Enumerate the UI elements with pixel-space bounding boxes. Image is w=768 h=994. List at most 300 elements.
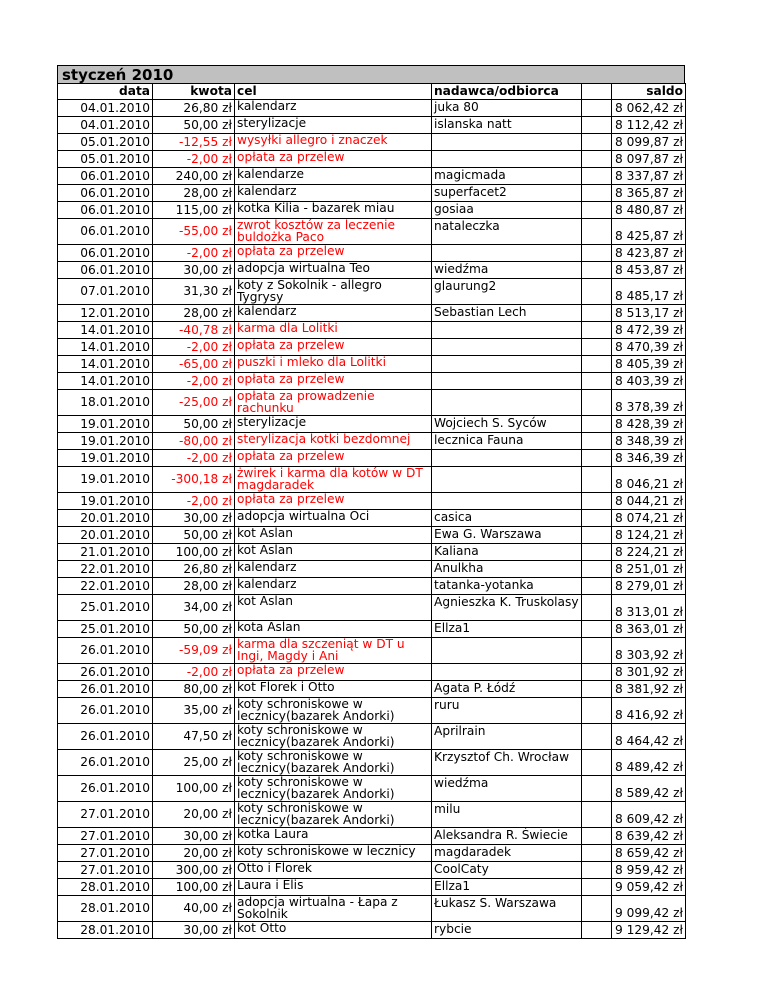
table-row <box>58 493 686 510</box>
cell-sender: magdaradek <box>432 845 582 862</box>
cell-balance: 8 589,42 zł <box>612 776 686 802</box>
cell-gap <box>582 544 612 561</box>
cell-sender: Agnieszka K. Truskolasy <box>432 595 582 621</box>
cell-balance: 8 659,42 zł <box>612 845 686 862</box>
cell-amount: -300,18 zł <box>153 467 235 493</box>
cell-sender: milu <box>432 802 582 828</box>
cell-date: 26.01.2010 <box>58 681 153 698</box>
cell-sender: juka 80 <box>432 100 582 117</box>
cell-amount: 47,50 zł <box>153 724 235 750</box>
cell-amount: -2,00 zł <box>153 450 235 467</box>
cell-gap <box>582 134 612 151</box>
table-row <box>58 339 686 356</box>
cell-amount: -80,00 zł <box>153 433 235 450</box>
cell-sender: lecznica Fauna <box>432 433 582 450</box>
cell-purpose: koty z Sokolnik - allegro Tygrysy <box>235 279 432 305</box>
cell-sender <box>432 493 582 510</box>
cell-sender <box>432 467 582 493</box>
table-row <box>58 356 686 373</box>
cell-date: 21.01.2010 <box>58 544 153 561</box>
cell-amount: 50,00 zł <box>153 416 235 433</box>
cell-balance: 8 301,92 zł <box>612 664 686 681</box>
cell-amount: 25,00 zł <box>153 750 235 776</box>
cell-date: 19.01.2010 <box>58 493 153 510</box>
cell-gap <box>582 433 612 450</box>
table-row <box>58 373 686 390</box>
cell-balance: 9 099,42 zł <box>612 896 686 922</box>
cell-purpose: puszki i mleko dla Lolitki <box>235 356 432 373</box>
cell-gap <box>582 638 612 664</box>
cell-gap <box>582 879 612 896</box>
cell-sender: Łukasz S. Warszawa <box>432 896 582 922</box>
cell-gap <box>582 698 612 724</box>
cell-purpose: karma dla szczeniąt w DT u Ingi, Magdy i Ani <box>235 638 432 664</box>
cell-date: 27.01.2010 <box>58 802 153 828</box>
cell-balance: 8 416,92 zł <box>612 698 686 724</box>
cell-gap <box>582 561 612 578</box>
cell-purpose: opłata za przelew <box>235 493 432 510</box>
table-row <box>58 279 686 305</box>
cell-balance: 8 405,39 zł <box>612 356 686 373</box>
cell-purpose: opłata za przelew <box>235 450 432 467</box>
cell-gap <box>582 339 612 356</box>
cell-purpose: Otto i Florek <box>235 862 432 879</box>
cell-amount: 80,00 zł <box>153 681 235 698</box>
cell-amount: 30,00 zł <box>153 262 235 279</box>
table-row <box>58 638 686 664</box>
cell-amount: 30,00 zł <box>153 828 235 845</box>
cell-amount: 50,00 zł <box>153 527 235 544</box>
cell-gap <box>582 185 612 202</box>
cell-date: 28.01.2010 <box>58 879 153 896</box>
table-row <box>58 510 686 527</box>
cell-date: 19.01.2010 <box>58 467 153 493</box>
cell-sender: rybcie <box>432 922 582 939</box>
cell-amount: 50,00 zł <box>153 621 235 638</box>
table-row <box>58 879 686 896</box>
cell-gap <box>582 305 612 322</box>
table-row <box>58 305 686 322</box>
cell-date: 04.01.2010 <box>58 117 153 134</box>
cell-purpose: koty schroniskowe w lecznicy(bazarek Andorki) <box>235 724 432 750</box>
cell-purpose: kalendarz <box>235 305 432 322</box>
cell-amount: -40,78 zł <box>153 322 235 339</box>
cell-amount: 28,00 zł <box>153 305 235 322</box>
table-row <box>58 828 686 845</box>
cell-balance: 9 129,42 zł <box>612 922 686 939</box>
cell-purpose: kot Aslan <box>235 544 432 561</box>
cell-balance: 8 403,39 zł <box>612 373 686 390</box>
cell-gap <box>582 450 612 467</box>
cell-sender <box>432 638 582 664</box>
cell-purpose: kot Aslan <box>235 595 432 621</box>
cell-balance: 8 464,42 zł <box>612 724 686 750</box>
table-row <box>58 134 686 151</box>
cell-purpose: adopcja wirtualna Oci <box>235 510 432 527</box>
cell-amount: 115,00 zł <box>153 202 235 219</box>
cell-purpose: koty schroniskowe w lecznicy <box>235 845 432 862</box>
cell-date: 14.01.2010 <box>58 356 153 373</box>
cell-date: 26.01.2010 <box>58 638 153 664</box>
cell-amount: -59,09 zł <box>153 638 235 664</box>
cell-gap <box>582 279 612 305</box>
cell-sender: glaurung2 <box>432 279 582 305</box>
cell-purpose: kalendarze <box>235 168 432 185</box>
cell-gap <box>582 322 612 339</box>
table-row <box>58 578 686 595</box>
cell-gap <box>582 896 612 922</box>
cell-balance: 8 472,39 zł <box>612 322 686 339</box>
cell-sender: Ellza1 <box>432 879 582 896</box>
cell-purpose: karma dla Lolitki <box>235 322 432 339</box>
cell-gap <box>582 664 612 681</box>
cell-purpose: wysyłki allegro i znaczek <box>235 134 432 151</box>
cell-gap <box>582 493 612 510</box>
cell-gap <box>582 219 612 245</box>
table-row <box>58 802 686 828</box>
header-row <box>58 84 686 100</box>
cell-purpose: opłata za prowadzenie rachunku <box>235 390 432 416</box>
cell-date: 04.01.2010 <box>58 100 153 117</box>
cell-amount: -2,00 zł <box>153 493 235 510</box>
header-data: data <box>58 84 153 100</box>
cell-date: 22.01.2010 <box>58 578 153 595</box>
table-row <box>58 322 686 339</box>
cell-date: 14.01.2010 <box>58 339 153 356</box>
cell-sender: Anulkha <box>432 561 582 578</box>
cell-sender <box>432 373 582 390</box>
cell-amount: -25,00 zł <box>153 390 235 416</box>
cell-balance: 8 062,42 zł <box>612 100 686 117</box>
cell-amount: 28,00 zł <box>153 185 235 202</box>
table-row <box>58 390 686 416</box>
cell-amount: 30,00 zł <box>153 922 235 939</box>
cell-sender: Ewa G. Warszawa <box>432 527 582 544</box>
cell-purpose: żwirek i karma dla kotów w DT magdaradek <box>235 467 432 493</box>
table-row <box>58 416 686 433</box>
cell-sender: Wojciech S. Syców <box>432 416 582 433</box>
cell-purpose: opłata za przelew <box>235 373 432 390</box>
cell-balance: 8 044,21 zł <box>612 493 686 510</box>
cell-balance: 8 313,01 zł <box>612 595 686 621</box>
cell-sender: islanska natt <box>432 117 582 134</box>
table-row <box>58 117 686 134</box>
cell-gap <box>582 262 612 279</box>
cell-gap <box>582 681 612 698</box>
cell-purpose: kotka Kilia - bazarek miau <box>235 202 432 219</box>
cell-sender: Agata P. Łódź <box>432 681 582 698</box>
cell-date: 26.01.2010 <box>58 664 153 681</box>
cell-sender: nataleczka <box>432 219 582 245</box>
cell-sender: wiedźma <box>432 262 582 279</box>
cell-gap <box>582 724 612 750</box>
cell-gap <box>582 845 612 862</box>
cell-date: 20.01.2010 <box>58 510 153 527</box>
table-row <box>58 544 686 561</box>
cell-date: 19.01.2010 <box>58 416 153 433</box>
cell-balance: 8 453,87 zł <box>612 262 686 279</box>
cell-amount: 100,00 zł <box>153 879 235 896</box>
table-row <box>58 100 686 117</box>
cell-purpose: adopcja wirtualna - Łapa z Sokolnik <box>235 896 432 922</box>
cell-date: 27.01.2010 <box>58 828 153 845</box>
cell-amount: 300,00 zł <box>153 862 235 879</box>
cell-date: 27.01.2010 <box>58 845 153 862</box>
cell-purpose: kalendarz <box>235 100 432 117</box>
header-cel: cel <box>235 84 432 100</box>
cell-balance: 8 348,39 zł <box>612 433 686 450</box>
cell-balance: 8 363,01 zł <box>612 621 686 638</box>
cell-date: 28.01.2010 <box>58 922 153 939</box>
cell-purpose: kotka Laura <box>235 828 432 845</box>
table-row <box>58 724 686 750</box>
cell-date: 26.01.2010 <box>58 750 153 776</box>
cell-amount: -2,00 zł <box>153 339 235 356</box>
cell-date: 19.01.2010 <box>58 433 153 450</box>
cell-sender: tatanka-yotanka <box>432 578 582 595</box>
cell-gap <box>582 922 612 939</box>
cell-date: 25.01.2010 <box>58 595 153 621</box>
cell-purpose: opłata za przelew <box>235 151 432 168</box>
cell-balance: 8 365,87 zł <box>612 185 686 202</box>
cell-gap <box>582 828 612 845</box>
table-row <box>58 561 686 578</box>
cell-date: 18.01.2010 <box>58 390 153 416</box>
cell-amount: 40,00 zł <box>153 896 235 922</box>
cell-date: 05.01.2010 <box>58 151 153 168</box>
cell-date: 07.01.2010 <box>58 279 153 305</box>
cell-sender: Sebastian Lech <box>432 305 582 322</box>
table-row <box>58 185 686 202</box>
cell-gap <box>582 151 612 168</box>
table-row <box>58 467 686 493</box>
cell-purpose: kot Florek i Otto <box>235 681 432 698</box>
cell-sender: Aprilrain <box>432 724 582 750</box>
cell-purpose: kalendarz <box>235 578 432 595</box>
cell-balance: 8 513,17 zł <box>612 305 686 322</box>
cell-date: 27.01.2010 <box>58 862 153 879</box>
cell-balance: 8 425,87 zł <box>612 219 686 245</box>
table-row <box>58 219 686 245</box>
cell-amount: 30,00 zł <box>153 510 235 527</box>
table-row <box>58 245 686 262</box>
cell-sender <box>432 322 582 339</box>
cell-gap <box>582 510 612 527</box>
cell-amount: -2,00 zł <box>153 151 235 168</box>
table-row <box>58 922 686 939</box>
cell-gap <box>582 467 612 493</box>
cell-balance: 8 639,42 zł <box>612 828 686 845</box>
cell-sender <box>432 245 582 262</box>
cell-amount: -55,00 zł <box>153 219 235 245</box>
cell-purpose: Laura i Elis <box>235 879 432 896</box>
cell-gap <box>582 776 612 802</box>
table-row <box>58 862 686 879</box>
cell-gap <box>582 750 612 776</box>
cell-purpose: sterylizacja kotki bezdomnej <box>235 433 432 450</box>
cell-date: 25.01.2010 <box>58 621 153 638</box>
cell-purpose: kalendarz <box>235 561 432 578</box>
cell-gap <box>582 527 612 544</box>
cell-sender <box>432 151 582 168</box>
cell-sender <box>432 664 582 681</box>
cell-gap <box>582 578 612 595</box>
cell-purpose: koty schroniskowe w lecznicy(bazarek Andorki) <box>235 750 432 776</box>
header-saldo: saldo <box>612 84 686 100</box>
cell-date: 28.01.2010 <box>58 896 153 922</box>
cell-date: 06.01.2010 <box>58 219 153 245</box>
cell-date: 22.01.2010 <box>58 561 153 578</box>
table-row <box>58 168 686 185</box>
table-row <box>58 433 686 450</box>
cell-purpose: sterylizacje <box>235 117 432 134</box>
cell-sender: Krzysztof Ch. Wrocław <box>432 750 582 776</box>
cell-date: 06.01.2010 <box>58 202 153 219</box>
cell-gap <box>582 621 612 638</box>
cell-date: 06.01.2010 <box>58 262 153 279</box>
cell-date: 26.01.2010 <box>58 776 153 802</box>
cell-gap <box>582 168 612 185</box>
cell-amount: 100,00 zł <box>153 776 235 802</box>
cell-amount: 26,80 zł <box>153 100 235 117</box>
cell-gap <box>582 390 612 416</box>
cell-balance: 8 303,92 zł <box>612 638 686 664</box>
cell-purpose: opłata za przelew <box>235 664 432 681</box>
cell-sender: casica <box>432 510 582 527</box>
cell-balance: 8 097,87 zł <box>612 151 686 168</box>
cell-balance: 8 124,21 zł <box>612 527 686 544</box>
cell-date: 26.01.2010 <box>58 698 153 724</box>
cell-purpose: sterylizacje <box>235 416 432 433</box>
cell-date: 20.01.2010 <box>58 527 153 544</box>
cell-balance: 8 251,01 zł <box>612 561 686 578</box>
cell-amount: -65,00 zł <box>153 356 235 373</box>
cell-amount: 20,00 zł <box>153 845 235 862</box>
cell-date: 12.01.2010 <box>58 305 153 322</box>
cell-sender: wiedźma <box>432 776 582 802</box>
cell-balance: 8 279,01 zł <box>612 578 686 595</box>
cell-purpose: koty schroniskowe w lecznicy(bazarek Andorki) <box>235 776 432 802</box>
cell-gap <box>582 356 612 373</box>
cell-balance: 8 381,92 zł <box>612 681 686 698</box>
table-row <box>58 450 686 467</box>
cell-balance: 8 485,17 zł <box>612 279 686 305</box>
cell-balance: 8 423,87 zł <box>612 245 686 262</box>
cell-balance: 8 470,39 zł <box>612 339 686 356</box>
cell-purpose: opłata za przelew <box>235 339 432 356</box>
cell-purpose: kota Aslan <box>235 621 432 638</box>
transactions-table <box>57 83 686 939</box>
cell-amount: -2,00 zł <box>153 664 235 681</box>
cell-sender: ruru <box>432 698 582 724</box>
table-row <box>58 262 686 279</box>
cell-amount: 28,00 zł <box>153 578 235 595</box>
cell-amount: 50,00 zł <box>153 117 235 134</box>
cell-sender: Kaliana <box>432 544 582 561</box>
cell-gap <box>582 202 612 219</box>
table-row <box>58 845 686 862</box>
cell-balance: 8 112,42 zł <box>612 117 686 134</box>
header-gap <box>582 84 612 100</box>
cell-gap <box>582 373 612 390</box>
cell-amount: -2,00 zł <box>153 245 235 262</box>
cell-balance: 9 059,42 zł <box>612 879 686 896</box>
cell-balance: 8 428,39 zł <box>612 416 686 433</box>
cell-sender <box>432 134 582 151</box>
cell-sender: superfacet2 <box>432 185 582 202</box>
cell-balance: 8 346,39 zł <box>612 450 686 467</box>
cell-date: 05.01.2010 <box>58 134 153 151</box>
cell-sender <box>432 339 582 356</box>
cell-balance: 8 378,39 zł <box>612 390 686 416</box>
cell-purpose: kot Otto <box>235 922 432 939</box>
table-row <box>58 621 686 638</box>
cell-balance: 8 337,87 zł <box>612 168 686 185</box>
cell-amount: -2,00 zł <box>153 373 235 390</box>
cell-sender <box>432 356 582 373</box>
cell-amount: 31,30 zł <box>153 279 235 305</box>
cell-gap <box>582 595 612 621</box>
cell-amount: 26,80 zł <box>153 561 235 578</box>
table-row <box>58 664 686 681</box>
cell-sender <box>432 390 582 416</box>
cell-purpose: opłata za przelew <box>235 245 432 262</box>
cell-amount: 100,00 zł <box>153 544 235 561</box>
cell-balance: 8 099,87 zł <box>612 134 686 151</box>
cell-amount: 20,00 zł <box>153 802 235 828</box>
cell-purpose: kalendarz <box>235 185 432 202</box>
table-row <box>58 750 686 776</box>
cell-purpose: kot Aslan <box>235 527 432 544</box>
cell-amount: 34,00 zł <box>153 595 235 621</box>
cell-balance: 8 609,42 zł <box>612 802 686 828</box>
cell-date: 06.01.2010 <box>58 168 153 185</box>
table-row <box>58 595 686 621</box>
table-row <box>58 896 686 922</box>
cell-balance: 8 480,87 zł <box>612 202 686 219</box>
cell-purpose: koty schroniskowe w lecznicy(bazarek Andorki) <box>235 698 432 724</box>
cell-sender: Aleksandra R. Świecie <box>432 828 582 845</box>
ledger-sheet <box>57 65 685 939</box>
cell-sender: gosiaa <box>432 202 582 219</box>
cell-amount: 240,00 zł <box>153 168 235 185</box>
table-row <box>58 776 686 802</box>
cell-date: 06.01.2010 <box>58 185 153 202</box>
cell-purpose: koty schroniskowe w lecznicy(bazarek Andorki) <box>235 802 432 828</box>
table-row <box>58 527 686 544</box>
cell-date: 06.01.2010 <box>58 245 153 262</box>
table-row <box>58 681 686 698</box>
cell-balance: 8 074,21 zł <box>612 510 686 527</box>
cell-gap <box>582 862 612 879</box>
cell-amount: 35,00 zł <box>153 698 235 724</box>
header-kwota: kwota <box>153 84 235 100</box>
cell-balance: 8 959,42 zł <box>612 862 686 879</box>
cell-gap <box>582 117 612 134</box>
cell-gap <box>582 245 612 262</box>
header-nadawca: nadawca/odbiorca <box>432 84 582 100</box>
table-row <box>58 698 686 724</box>
table-row <box>58 202 686 219</box>
cell-sender: Ellza1 <box>432 621 582 638</box>
cell-balance: 8 224,21 zł <box>612 544 686 561</box>
cell-date: 19.01.2010 <box>58 450 153 467</box>
cell-sender <box>432 450 582 467</box>
cell-balance: 8 489,42 zł <box>612 750 686 776</box>
cell-gap <box>582 802 612 828</box>
cell-date: 14.01.2010 <box>58 322 153 339</box>
cell-sender: magicmada <box>432 168 582 185</box>
